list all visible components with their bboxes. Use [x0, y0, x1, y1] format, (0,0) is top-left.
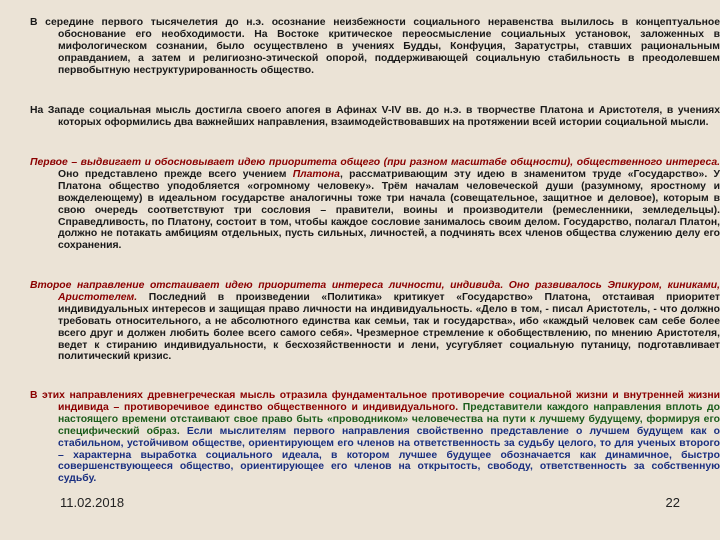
footer-date: 11.02.2018 [60, 495, 125, 510]
paragraph-first-direction [30, 157, 720, 252]
paragraph-east [30, 17, 720, 77]
paragraph-west [30, 105, 720, 129]
page-number: 22 [665, 495, 680, 510]
paragraph-text: Последний в произведении «Политика» критикует «Государство» Платона, отстаивая приоритет индивидуальных интересов и защищая право личности на индивидуальность. «Дело в том, - писал Аристотель, - что должно требовать относительного, а не абсолютного единства как семьи, так и государства», ибо «каждый человек сам себе более всего друг и должен любить более всего самого себя». Чрезмерное стремление к обобществлению, по мнению Аристотеля, ведет к стиранию индивидуальности, к бесхозяйственности и лени, усугубляет социальную путаницу, подготавливает политический кризис. [58, 291, 720, 363]
paragraph-text: В середине первого тысячелетия до н.э. осознание неизбежности социального неравенства вылилось в концептуальное обоснование его необходимости. На Востоке критическое переосмысление социальных установок, заложенных в мифологическом сознании, было осуществлено в учениях Будды, Конфуция, Заратустры, ставших рациональным оправданием, а затем и религиозно-этической опорой, поддерживающей социальную стабильность в преодолевшем первобытную неструктурированность общество. [30, 17, 720, 76]
name-plato: Платона [292, 168, 340, 180]
paragraph-text: Оно представлено прежде всего учением [58, 168, 293, 180]
paragraph-text: На Западе социальная мысль достигла своего апогея в Афинах V-IV вв. до н.э. в творчестве Платона и Аристотеля, в учениях которых оформились два важнейших направления, взаимодействовавших на протяжении всей истории социальной мысли. [30, 105, 720, 128]
paragraph-green-text: Представители каждого направления вплоть до настоящего времени отстаивают свое право быть «проводником» человечества на пути к лучшему будущему, формируя его специфический образ. [58, 401, 720, 437]
paragraph-red-text: В этих направлениях древнегреческая мысль отразила фундаментальное противоречие социальной жизни и внутренней жизни индивида – противоречивое единство общественного и индивидуального. [30, 390, 720, 413]
paragraph-text: , рассматривающим эту идею в знаменитом труде «Государство». У Платона общество уподобляется «огромному человеку». Трём началам человеческой души (разумному, яростному и вожделеющему) в идеальном государстве аналогичны тоже три начала (совещательное, защитное и деловое), которым в свою очередь соответствуют три сословия – правители, воины и производители (ремесленники, земледельцы). Справедливость, по Платону, состоит в том, чтобы каждое сословие занималось своим делом. Государство, полагал Платон, должно не потакать амбициям отдельных, пусть сильных, личностей, а подчинять всех членов общества служению делу его сохранения. [58, 168, 720, 252]
paragraph-lead: Первое – выдвигает и обосновывает идею приоритета общего (при разном масштабе общности), общественного интереса. [30, 157, 720, 168]
paragraph-second-direction [30, 280, 720, 363]
paragraph-blue-text: Если мыслителям первого направления свойственно представление о лучшем будущем как о стабильном, устойчивом обществе, ориентирующем его членов на ответственность за судьбу целого, то для ученых второго – характерна выработка социального идеала, в котором лучшее будущее обозначается как динамичное, быстро совершенствующееся общество, ориентирующее его членов на открытость, свободу, ответственность за собственную судьбу. [58, 425, 720, 485]
paragraph-conclusion [30, 390, 720, 485]
paragraph-lead: Второе направление отстаивает идею приоритета интереса личности, индивида. Оно развивалось Эпикуром, киниками, Аристотелем. [30, 280, 720, 303]
